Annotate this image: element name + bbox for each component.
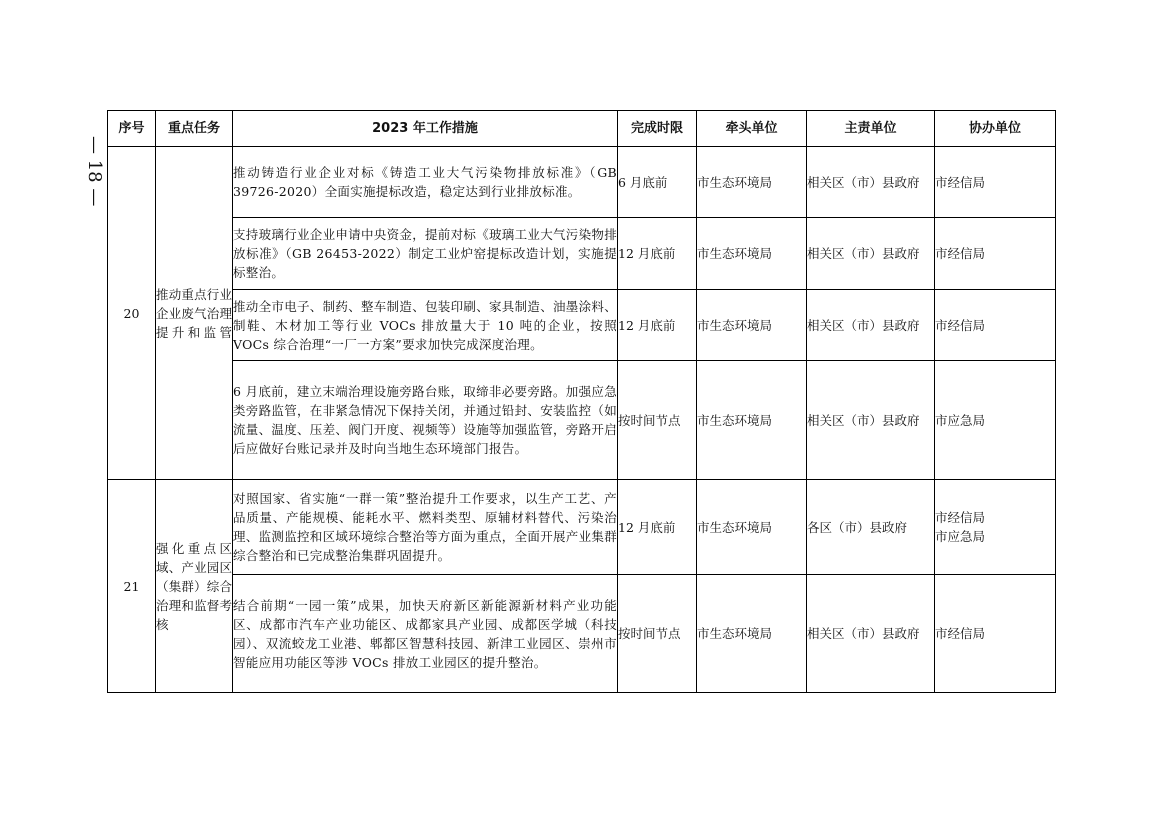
row-index: 20 xyxy=(108,147,156,480)
measure-text: 6 月底前，建立末端治理设施旁路台账，取缔非必要旁路。加强应急类旁路监管，在非紧急情况下保持关闭，并通过铅封、安装监控（如流量、温度、压差、阀门开度、视频等）设施等加强监管，旁路开启后应做好台账记录并及时向当地生态环境部门报告。 xyxy=(233,361,618,480)
cooperating-unit xyxy=(935,147,1056,218)
header-measures: 2023 年工作措施 xyxy=(233,111,618,147)
header-lead-unit: 牵头单位 xyxy=(697,111,807,147)
responsible-unit: 各区（市）县政府 xyxy=(807,480,935,575)
responsible-unit: 相关区（市）县政府 xyxy=(807,147,935,218)
work-measures-table xyxy=(107,110,1056,693)
row-index: 21 xyxy=(108,480,156,693)
cooperating-unit-name: 市经信局 xyxy=(935,246,986,261)
header-cooperating-unit: 协办单位 xyxy=(935,111,1056,147)
header-responsible-unit: 主责单位 xyxy=(807,111,935,147)
table-row xyxy=(108,361,1056,480)
table-header-row xyxy=(108,111,1056,147)
lead-unit: 市生态环境局 xyxy=(697,147,807,218)
cooperating-unit-name: 市经信局 xyxy=(935,174,986,190)
measure-text: 结合前期“一园一策”成果，加快天府新区新能源新材料产业功能区、成都市汽车产业功能区、成都家具产业园、成都医学城（科技园）、双流蛟龙工业港、郫都区智慧科技园、新津工业园区、崇州市智能应用功能区等涉 VOCs 排放工业园区的提升整治。 xyxy=(233,575,618,693)
header-index: 序号 xyxy=(108,111,156,147)
header-task: 重点任务 xyxy=(156,111,233,147)
table-row xyxy=(108,480,1056,575)
cooperating-unit xyxy=(935,218,1056,290)
page-number: — 18 — xyxy=(84,135,105,207)
cooperating-unit-name: 市应急局 xyxy=(935,412,986,428)
cooperating-unit-name: 市应急局 xyxy=(935,529,986,544)
cooperating-unit xyxy=(935,290,1056,361)
measure-text: 支持玻璃行业企业申请中央资金，提前对标《玻璃工业大气污染物排放标准》（GB 26453-2022）制定工业炉窑提标改造计划，实施提标整治。 xyxy=(233,218,618,290)
key-task: 推动重点行业企业废气治理提升和监管 xyxy=(156,147,233,480)
responsible-unit: 相关区（市）县政府 xyxy=(807,218,935,290)
responsible-unit: 相关区（市）县政府 xyxy=(807,361,935,480)
deadline: 12 月底前 xyxy=(618,290,697,361)
cooperating-unit xyxy=(935,361,1056,480)
deadline: 12 月底前 xyxy=(618,218,697,290)
table-row xyxy=(108,218,1056,290)
responsible-unit: 相关区（市）县政府 xyxy=(807,575,935,693)
measure-text: 推动铸造行业企业对标《铸造工业大气污染物排放标准》（GB 39726-2020）全面实施提标改造，稳定达到行业排放标准。 xyxy=(233,147,618,218)
lead-unit: 市生态环境局 xyxy=(697,361,807,480)
cooperating-unit xyxy=(935,575,1056,693)
deadline: 按时间节点 xyxy=(618,361,697,480)
lead-unit: 市生态环境局 xyxy=(697,575,807,693)
table-row xyxy=(108,290,1056,361)
table-row xyxy=(108,147,1056,218)
measure-text: 对照国家、省实施“一群一策”整治提升工作要求，以生产工艺、产品质量、产能规模、能耗水平、燃料类型、原辅材料替代、污染治理、监测监控和区域环境综合整治等方面为重点，全面开展产业集群综合整治和已完成整治集群巩固提升。 xyxy=(233,480,618,575)
header-deadline: 完成时限 xyxy=(618,111,697,147)
cooperating-unit-name: 市经信局 xyxy=(935,510,986,525)
lead-unit: 市生态环境局 xyxy=(697,480,807,575)
lead-unit: 市生态环境局 xyxy=(697,290,807,361)
key-task: 强化重点区域、产业园区（集群）综合治理和监督考核 xyxy=(156,480,233,693)
cooperating-unit-name: 市经信局 xyxy=(935,626,986,641)
cooperating-unit xyxy=(935,480,1056,575)
measure-text: 推动全市电子、制药、整车制造、包装印刷、家具制造、油墨涂料、制鞋、木材加工等行业 VOCs 排放量大于 10 吨的企业，按照 VOCs 综合治理“一厂一方案”要求加快完成深度治理。 xyxy=(233,290,618,361)
deadline: 12 月底前 xyxy=(618,480,697,575)
table-row xyxy=(108,575,1056,693)
deadline: 6 月底前 xyxy=(618,147,697,218)
deadline: 按时间节点 xyxy=(618,575,697,693)
cooperating-unit-name: 市经信局 xyxy=(935,317,986,333)
responsible-unit: 相关区（市）县政府 xyxy=(807,290,935,361)
lead-unit: 市生态环境局 xyxy=(697,218,807,290)
